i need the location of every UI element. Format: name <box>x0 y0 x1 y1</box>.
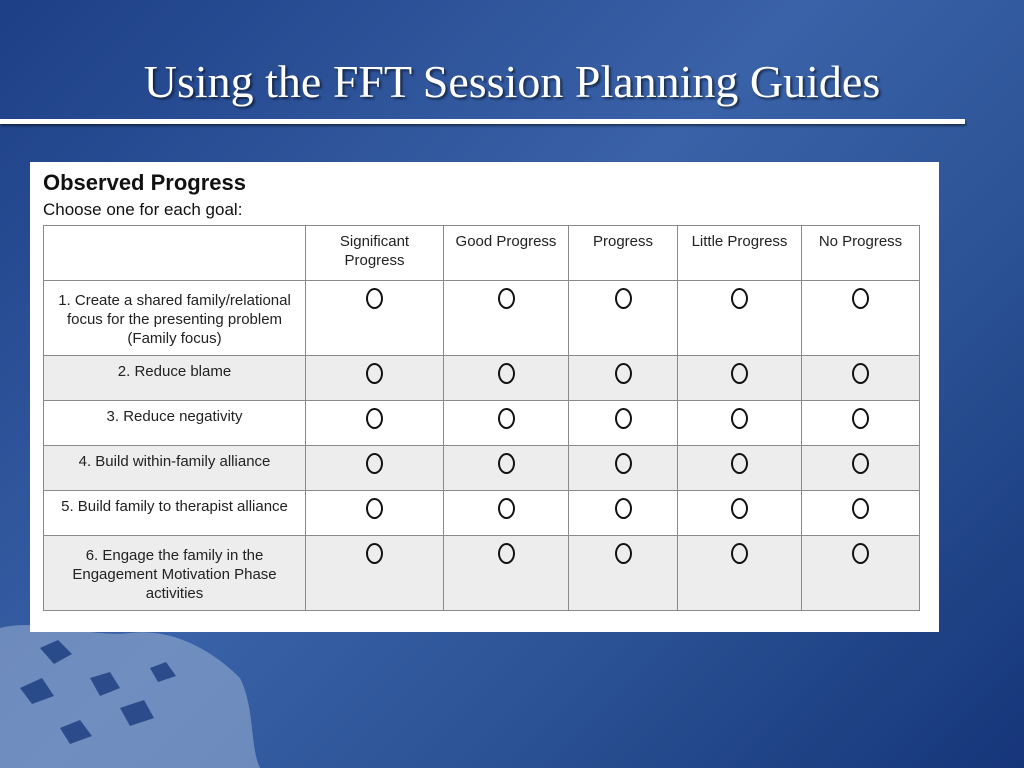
circle-icon <box>615 288 632 309</box>
radio-option[interactable] <box>802 281 920 356</box>
goal-label: 4. Build within-family alliance <box>44 446 306 491</box>
radio-option[interactable] <box>569 446 678 491</box>
circle-icon <box>498 498 515 519</box>
radio-option[interactable] <box>569 401 678 446</box>
table-row <box>44 401 920 446</box>
decorative-map-graphic <box>0 608 260 768</box>
radio-option[interactable] <box>678 401 802 446</box>
radio-option[interactable] <box>569 491 678 536</box>
radio-option[interactable] <box>678 446 802 491</box>
circle-icon <box>852 498 869 519</box>
radio-option[interactable] <box>444 491 569 536</box>
circle-icon <box>731 453 748 474</box>
radio-option[interactable] <box>444 281 569 356</box>
table-row <box>44 536 920 611</box>
radio-option[interactable] <box>306 401 444 446</box>
goal-label: 6. Engage the family in the Engagement Motivation Phase activities <box>44 536 306 611</box>
circle-icon <box>366 498 383 519</box>
radio-option[interactable] <box>678 491 802 536</box>
progress-table <box>43 225 920 611</box>
circle-icon <box>498 408 515 429</box>
radio-option[interactable] <box>569 356 678 401</box>
goal-label: 5. Build family to therapist alliance <box>44 491 306 536</box>
circle-icon <box>498 288 515 309</box>
table-row <box>44 281 920 356</box>
table-row <box>44 446 920 491</box>
form-heading: Observed Progress <box>43 170 246 195</box>
title-underline <box>0 119 965 124</box>
circle-icon <box>366 453 383 474</box>
circle-icon <box>731 408 748 429</box>
goal-label: 3. Reduce negativity <box>44 401 306 446</box>
circle-icon <box>852 363 869 384</box>
slide-title: Using the FFT Session Planning Guides <box>143 56 881 107</box>
goal-label: 1. Create a shared family/relational focus for the presenting problem (Family focus) <box>44 281 306 356</box>
circle-icon <box>852 288 869 309</box>
observed-progress-form <box>30 162 939 632</box>
circle-icon <box>498 543 515 564</box>
circle-icon <box>366 408 383 429</box>
radio-option[interactable] <box>678 536 802 611</box>
circle-icon <box>852 408 869 429</box>
circle-icon <box>366 363 383 384</box>
circle-icon <box>731 363 748 384</box>
header-row <box>44 226 920 281</box>
circle-icon <box>731 288 748 309</box>
circle-icon <box>852 543 869 564</box>
radio-option[interactable] <box>306 446 444 491</box>
radio-option[interactable] <box>444 356 569 401</box>
radio-option[interactable] <box>444 446 569 491</box>
radio-option[interactable] <box>569 281 678 356</box>
column-header: Little Progress <box>678 226 802 281</box>
circle-icon <box>615 363 632 384</box>
radio-option[interactable] <box>678 356 802 401</box>
radio-option[interactable] <box>444 401 569 446</box>
table-row <box>44 356 920 401</box>
form-instruction: Choose one for each goal: <box>43 200 243 219</box>
goal-label: 2. Reduce blame <box>44 356 306 401</box>
radio-option[interactable] <box>802 401 920 446</box>
circle-icon <box>731 543 748 564</box>
radio-option[interactable] <box>569 536 678 611</box>
circle-icon <box>615 498 632 519</box>
radio-option[interactable] <box>802 446 920 491</box>
column-header: Good Progress <box>444 226 569 281</box>
radio-option[interactable] <box>306 536 444 611</box>
circle-icon <box>498 363 515 384</box>
column-header: Progress <box>569 226 678 281</box>
radio-option[interactable] <box>802 536 920 611</box>
radio-option[interactable] <box>678 281 802 356</box>
table-row <box>44 491 920 536</box>
circle-icon <box>615 543 632 564</box>
circle-icon <box>366 543 383 564</box>
radio-option[interactable] <box>306 491 444 536</box>
radio-option[interactable] <box>444 536 569 611</box>
column-header: Significant Progress <box>306 226 444 281</box>
circle-icon <box>731 498 748 519</box>
circle-icon <box>852 453 869 474</box>
radio-option[interactable] <box>802 491 920 536</box>
circle-icon <box>366 288 383 309</box>
circle-icon <box>498 453 515 474</box>
circle-icon <box>615 453 632 474</box>
column-header: No Progress <box>802 226 920 281</box>
radio-option[interactable] <box>802 356 920 401</box>
circle-icon <box>615 408 632 429</box>
radio-option[interactable] <box>306 356 444 401</box>
radio-option[interactable] <box>306 281 444 356</box>
header-goal-cell <box>44 226 306 281</box>
